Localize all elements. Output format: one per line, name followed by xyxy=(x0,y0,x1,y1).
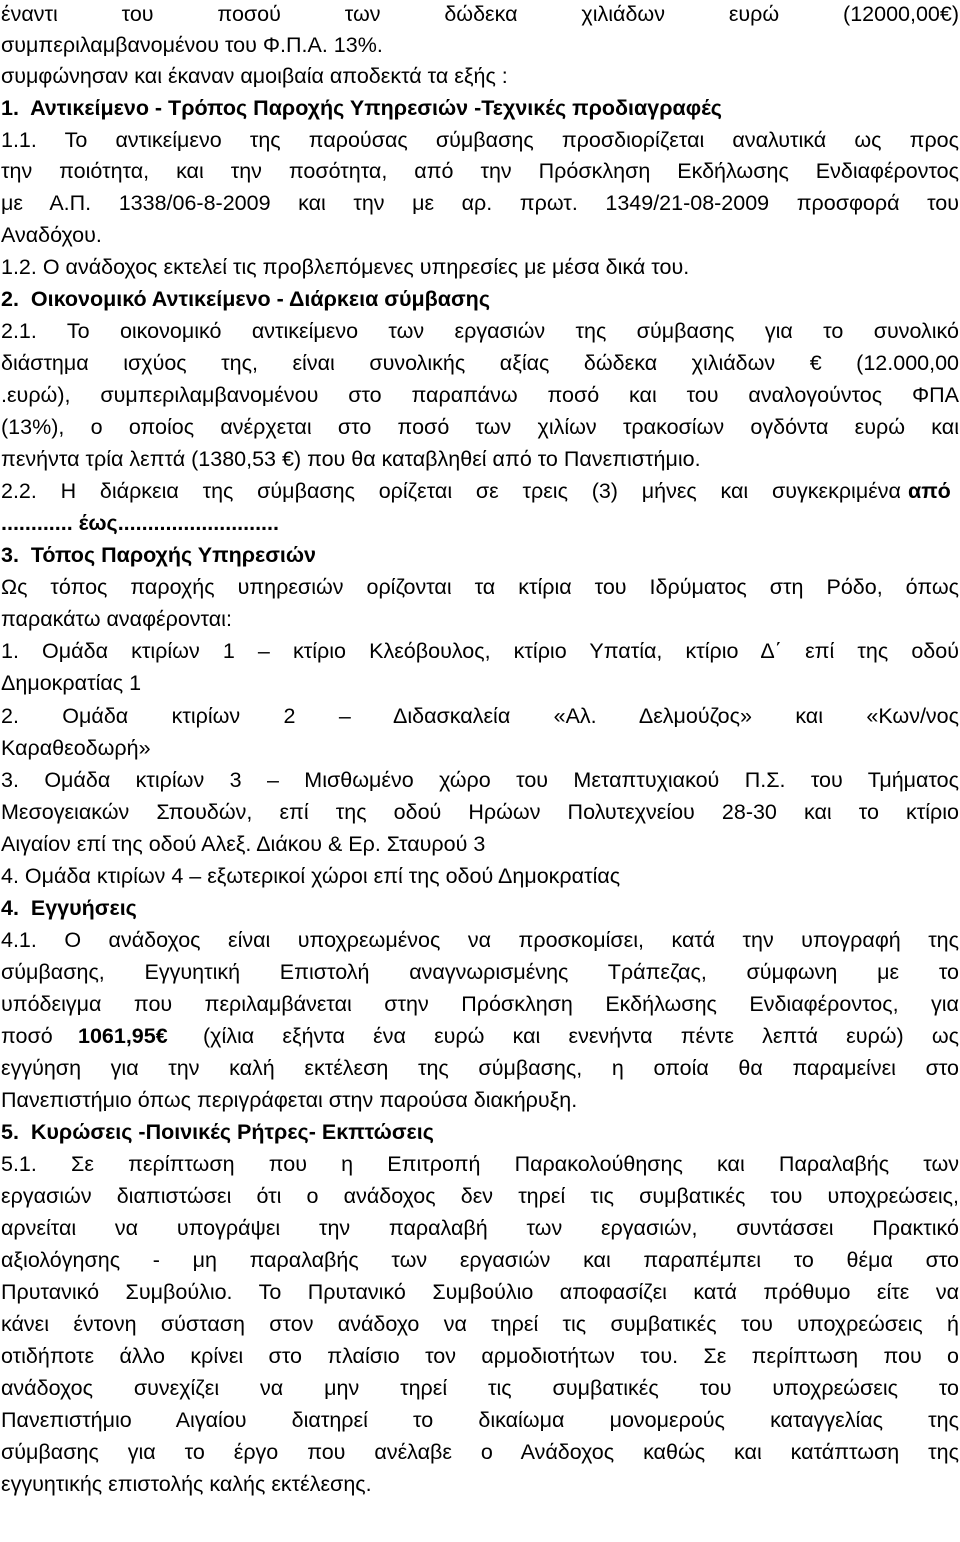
text-line: συμπεριλαμβανομένου του Φ.Π.Α. 13%. xyxy=(1,33,383,57)
section-heading: 3. Τόπος Παροχής Υπηρεσιών xyxy=(1,543,317,567)
section-heading: 2. Οικονομικό Αντικείμενο - Διάρκεια σύμβασης xyxy=(1,287,490,311)
text-line: συμφώνησαν και έκαναν αμοιβαία αποδεκτά τα εξής : xyxy=(1,64,508,88)
text-line: 2. Ομάδα κτιρίων 2 – Διδασκαλεία «Αλ. Δελμούζος» και «Κων/νος xyxy=(1,704,959,728)
text-line: 1.1. Το αντικείμενο της παρούσας σύμβασης προσδιορίζεται αναλυτικά ως προς xyxy=(1,128,959,152)
text-line: ποσό xyxy=(1,1024,53,1048)
text-line: Αναδόχου. xyxy=(1,223,102,247)
text-line: 1.2. Ο ανάδοχος εκτελεί τις προβλεπόμενες υπηρεσίες με μέσα δικά του. xyxy=(1,255,690,279)
text-line: αξιολόγησης - μη παραλαβής των εργασιών και παραπέμπει το θέμα στο xyxy=(1,1248,959,1272)
text-line: Πανεπιστήμιο όπως περιγράφεται στην παρούσα διακήρυξη. xyxy=(1,1088,578,1112)
text-line: διάστημα ισχύος της, είναι συνολικής αξίας δώδεκα χιλιάδων € (12.000,00 xyxy=(1,351,959,375)
text-line: εργασιών διαπιστώσει ότι ο ανάδοχος δεν τηρεί τις συμβατικές του υποχρεώσεις, xyxy=(1,1184,959,1208)
text-line: την ποιότητα, και την ποσότητα, από την Πρόσκληση Εκδήλωσης Ενδιαφέροντος xyxy=(1,159,959,183)
text-line: εγγυητικής επιστολής καλής εκτέλεσης. xyxy=(1,1472,372,1496)
text-line: (χίλια εξήντα ένα ευρώ και ενενήντα πέντε λεπτά ευρώ) ως xyxy=(203,1024,959,1048)
text-line: 1. Ομάδα κτιρίων 1 – κτίριο Κλεόβουλος, κτίριο Υπατία, κτίριο Δ΄ επί της οδού xyxy=(1,639,959,663)
text-line: οτιδήποτε άλλο κρίνει στο πλαίσιο τον αρμοδιοτήτων του. Σε περίπτωση που ο xyxy=(1,1344,959,1368)
text-line: 4. Ομάδα κτιρίων 4 – εξωτερικοί χώροι επί της οδού Δημοκρατίας xyxy=(1,864,621,888)
text-line: έναντι του ποσού των δώδεκα χιλιάδων ευρώ (12000,00€) xyxy=(1,2,959,26)
text-line: κάνει έντονη σύσταση στον ανάδοχο να τηρεί τις συμβατικές του υποχρεώσεις ή xyxy=(1,1312,959,1336)
text-line: Καραθεοδωρή» xyxy=(1,736,151,760)
text-line: παρακάτω αναφέρονται: xyxy=(1,607,232,631)
text-line: εγγύηση για την καλή εκτέλεση της σύμβασης, η οποία θα παραμείνει στο xyxy=(1,1056,959,1080)
text-line: με Α.Π. 1338/06-8-2009 και την με αρ. πρωτ. 1349/21-08-2009 προσφορά του xyxy=(1,191,959,215)
text-line: Αιγαίον επί της οδού Αλεξ. Διάκου & Ερ. Σταυρού 3 xyxy=(1,832,486,856)
text-line: Ως τόπος παροχής υπηρεσιών ορίζονται τα κτίρια του Ιδρύματος στη Ρόδο, όπως xyxy=(1,575,959,599)
text-line: 2.1. Το οικονομικό αντικείμενο των εργασιών της σύμβασης για το συνολικό xyxy=(1,319,959,343)
section-heading: 4. Εγγυήσεις xyxy=(1,896,137,920)
text-line: πενήντα τρία λεπτά (1380,53 €) που θα καταβληθεί από το Πανεπιστήμιο. xyxy=(1,447,701,471)
text-line: σύμβασης, Εγγυητική Επιστολή αναγνωρισμένης Τράπεζας, σύμφωνη με το xyxy=(1,960,959,984)
text-line: .ευρώ), συμπεριλαμβανομένου στο παραπάνω ποσό και του αναλογούντος ΦΠΑ xyxy=(1,383,959,407)
text-line: 2.2. Η διάρκεια της σύμβασης ορίζεται σε τρεις (3) μήνες και συγκεκριμένα xyxy=(1,479,901,503)
text-line: (13%), ο οποίος ανέρχεται στο ποσό των χιλίων τρακοσίων ογδόντα ευρώ και xyxy=(1,415,959,439)
section-heading: 5. Κυρώσεις -Ποινικές Ρήτρες- Εκπτώσεις xyxy=(1,1120,434,1144)
text-line: υπόδειγμα που περιλαμβάνεται στην Πρόσκληση Εκδήλωσης Ενδιαφέροντος, για xyxy=(1,992,959,1016)
text-line: ανάδοχος συνεχίζει να μην τηρεί τις συμβατικές του υποχρεώσεις το xyxy=(1,1376,959,1400)
guarantee-amount: 1061,95€ xyxy=(78,1024,168,1048)
section-heading: 1. Αντικείμενο - Τρόπος Παροχής Υπηρεσιών -Τεχνικές προδιαγραφές xyxy=(1,96,722,120)
text-line: 5.1. Σε περίπτωση που η Επιτροπή Παρακολούθησης και Παραλαβής των xyxy=(1,1152,959,1176)
text-line: Δημοκρατίας 1 xyxy=(1,671,142,695)
text-line: σύμβασης για το έργο που ανέλαβε ο Ανάδοχος καθώς και κατάπτωση της xyxy=(1,1440,959,1464)
text-line: Πρυτανικό Συμβούλιο. Το Πρυτανικό Συμβούλιο αποφασίζει κατά πρόθυμο είτε να xyxy=(1,1280,959,1304)
text-line: από xyxy=(908,479,951,503)
text-line: 4.1. Ο ανάδοχος είναι υποχρεωμένος να προσκομίσει, κατά την υπογραφή της xyxy=(1,928,959,952)
text-line: 3. Ομάδα κτιρίων 3 – Μισθωμένο χώρο του Μεταπτυχιακού Π.Σ. του Τμήματος xyxy=(1,768,959,792)
text-line: ............ έως........................... xyxy=(1,511,279,535)
text-line: Πανεπιστήμιο Αιγαίου διατηρεί το δικαίωμα μονομερούς καταγγελίας της xyxy=(1,1408,959,1432)
text-line: Μεσογειακών Σπουδών, επί της οδού Ηρώων Πολυτεχνείου 28-30 και το κτίριο xyxy=(1,800,959,824)
text-line: αρνείται να υπογράψει την παραλαβή των εργασιών, συντάσσει Πρακτικό xyxy=(1,1216,959,1240)
